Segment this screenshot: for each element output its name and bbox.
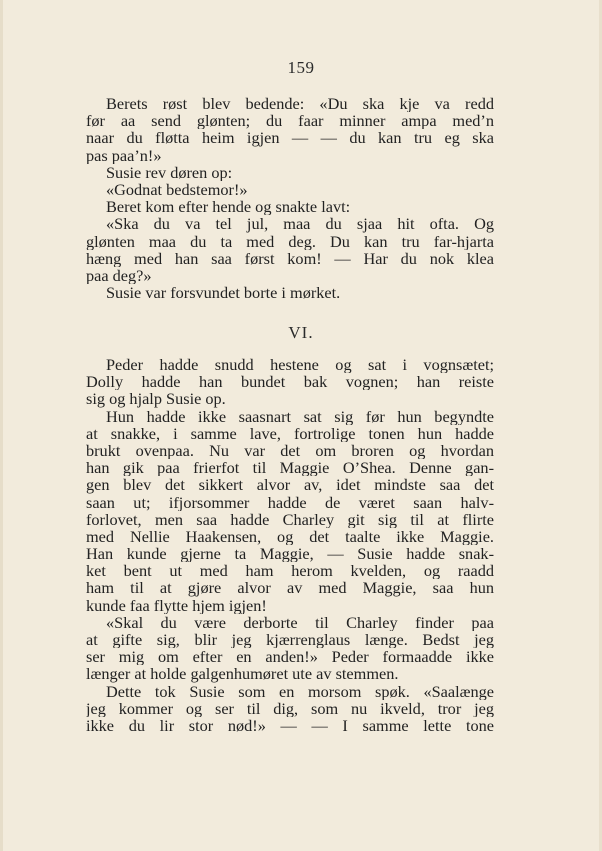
text-block-2 [86,356,494,734]
text-line: brukt ovenpaa. Nu var det om broren og hvordan [86,441,494,460]
text-line: naar du fløtta heim igjen — — du kan tru eg ska [86,129,494,147]
text-line: glønten maa du ta med deg. Du kan tru far-hjarta [86,232,494,250]
text-line: med Nellie Haakensen, og det taalte ikke Maggie. [86,527,494,546]
chapter-heading: VI. [288,323,314,342]
text-line: sig og hjalp Susie op. [86,390,226,408]
text-line: pas paa’n!» [86,146,162,164]
text-line: saan ut; ifjorsommer hadde de været saan halv- [86,493,494,511]
text-line: Dette tok Susie som en morsom spøk. «Saalænge [106,682,494,700]
text-line: at gifte sig, blir jeg kjærrenglaus længe. Bedst jeg [86,631,494,649]
text-line: Beret kom efter hende og snakte lavt: [106,198,351,216]
text-line: forlovet, men saa hadde Charley git sig til at flirte [86,510,494,528]
text-line: «Skal du være derborte til Charley finder paa [106,613,494,631]
page-number: 159 [287,58,315,77]
text-block-1 [86,95,494,301]
text-line: Susie rev døren op: [106,163,233,181]
text-line: Peder hadde snudd hestene og sat i vognsætet; [106,356,494,374]
text-line: hæng med han saa først kom! — Har du nok klea [86,249,494,267]
text-line: Hun hadde ikke saasnart sat sig før hun begyndte [106,407,494,425]
text-line: ikke du lir stor nød!» — — I samme lette tone [86,716,494,735]
text-line: Dolly hadde han bundet bak vognen; han reiste [86,373,494,391]
text-line: ser mig om efter en anden!» Peder formaadde ikke [86,648,494,666]
text-line: kunde faa flytte hjem igjen! [86,596,267,614]
text-line: «Ska du va tel jul, maa du sjaa hit ofta. Og [106,215,494,233]
text-line: ket bent ut med ham herom kvelden, og raadd [86,562,494,580]
text-line: at snakke, i samme lave, fortrolige tonen hun hadde [86,424,494,442]
text-line: Susie var forsvundet borte i mørket. [106,284,341,302]
text-line: gen blev det sikkert alvor av, idet mindste saa det [86,476,494,494]
text-line: jeg kommer og ser til dig, som nu ikveld, tror jeg [86,699,494,717]
text-line: Berets røst blev bedende: «Du ska kje va redd [106,95,494,113]
text-line: paa deg?» [86,266,152,285]
text-line: før aa send glønten; du faar minner ampa med’n [86,112,494,130]
text-line: længer at holde galgenhumøret ute av stemmen. [86,665,399,683]
text-line: Han kunde gjerne ta Maggie, — Susie hadde snak- [86,545,494,563]
text-line: «Godnat bedstemor!» [106,180,248,199]
text-line: ham til at gjøre alvor av med Maggie, saa hun [86,579,494,597]
text-line: han gik paa frierfot til Maggie O’Shea. Denne gan- [86,459,494,477]
